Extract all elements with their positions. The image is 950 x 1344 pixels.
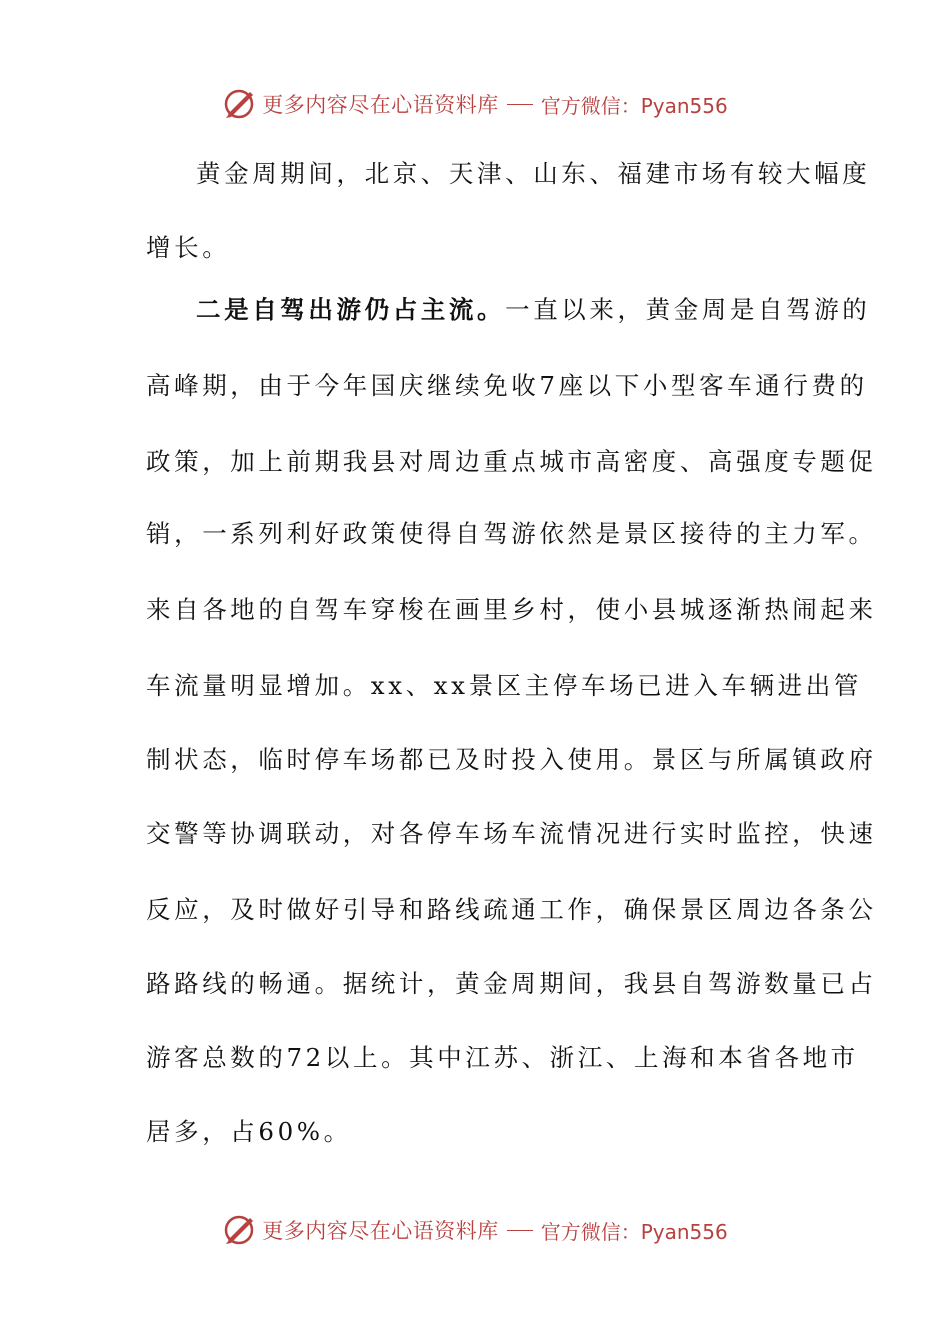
paragraph-2-line-8: 交警等协调联动，对各停车场车流情况进行实时监控，快速 xyxy=(146,819,877,848)
paragraph-2-line-3: 政策，加上前期我县对周边重点城市高密度、高强度专题促 xyxy=(146,447,877,476)
footer-watermark-dash xyxy=(507,1230,533,1231)
paragraph-2-line-7: 制状态，临时停车场都已及时投入使用。景区与所属镇政府 xyxy=(146,745,877,774)
paragraph-2-line-4: 销，一系列利好政策使得自驾游依然是景区接待的主力军。 xyxy=(146,519,877,548)
paragraph-2-line-1 xyxy=(196,290,870,330)
paragraph-1-line-1: 黄金周期间，北京、天津、山东、福建市场有较大幅度 xyxy=(196,159,871,188)
header-watermark-wechat: 官方微信：Pyan556 xyxy=(540,93,728,118)
paragraph-1-line-2: 增长。 xyxy=(146,233,231,262)
pen-logo-icon xyxy=(222,1213,256,1247)
paragraph-2-heading: 二是自驾出游仍占主流。 xyxy=(196,295,506,324)
pen-logo-icon xyxy=(222,87,256,121)
footer-watermark xyxy=(0,1210,950,1250)
paragraph-2-line-1-rest: 一直以来，黄金周是自驾游的 xyxy=(505,295,871,324)
paragraph-2-line-2: 高峰期，由于今年国庆继续免收7座以下小型客车通行费的 xyxy=(146,371,868,400)
paragraph-2-line-12: 居多，占60%。 xyxy=(146,1117,352,1146)
header-watermark xyxy=(0,84,950,124)
paragraph-2-line-11: 游客总数的72以上。其中江苏、浙江、上海和本省各地市 xyxy=(146,1043,859,1072)
footer-watermark-text: 更多内容尽在心语资料库 xyxy=(262,1219,499,1243)
paragraph-2-line-5: 来自各地的自驾车穿梭在画里乡村，使小县城逐渐热闹起来 xyxy=(146,595,877,624)
footer-watermark-wechat: 官方微信：Pyan556 xyxy=(540,1219,728,1244)
paragraph-2-line-9: 反应，及时做好引导和路线疏通工作，确保景区周边各条公 xyxy=(146,895,877,924)
paragraph-2-line-10: 路路线的畅通。据统计，黄金周期间，我县自驾游数量已占 xyxy=(146,969,877,998)
header-watermark-dash xyxy=(507,104,533,105)
header-watermark-text: 更多内容尽在心语资料库 xyxy=(262,93,499,117)
paragraph-2-line-6: 车流量明显增加。xx、xx景区主停车场已进入车辆进出管 xyxy=(146,671,862,700)
